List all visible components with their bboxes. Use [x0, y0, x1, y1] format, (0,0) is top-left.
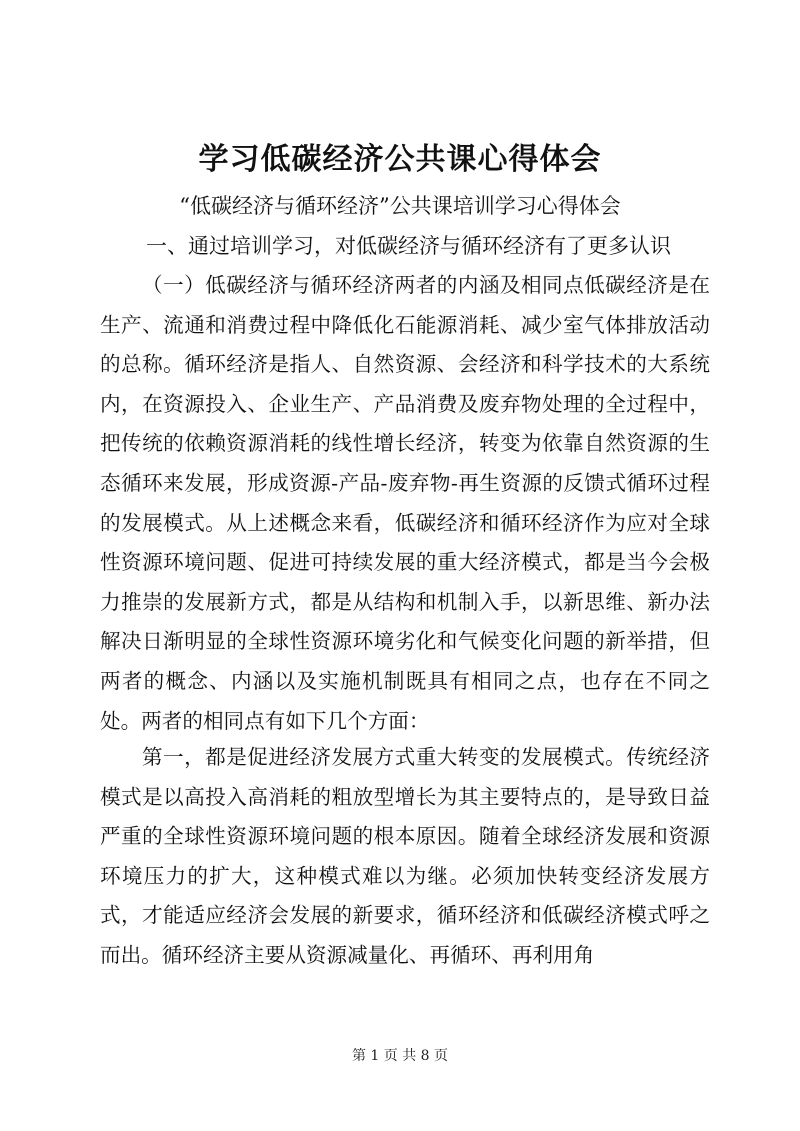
body-paragraph-2: 第一，都是促进经济发展方式重大转变的发展模式。传统经济模式是以高投入高消耗的粗放型增长为其主要特点的，是导致日益严重的全球性资源环境问题的根本原因。随着全球经济发展和资源环境压力的扩大，这种模式难以为继。必须加快转变经济发展方式，才能适应经济会发展的新要求，循环经济和低碳经济模式呼之而出。循环经济主要从资源减量化、再循环、再利用角: [100, 745, 710, 967]
body-paragraph-1: （一）低碳经济与循环经济两者的内涵及相同点低碳经济是在生产、流通和消费过程中降低化石能源消耗、减少室气体排放活动的总称。循环经济是指人、自然资源、会经济和科学技术的大系统内，在资源投入、企业生产、产品消费及废弃物处理的全过程中，把传统的依赖资源消耗的线性增长经济，转变为依靠自然资源的生态循环来发展，形成资源-产品-废弃物-再生资源的反馈式循环过程的发展模式。从上述概念来看，低碳经济和循环经济作为应对全球性资源环境问题、促进可持续发展的重大经济模式，都是当今会极力推崇的发展新方式，都是从结构和机制入手，以新思维、新办法解决日渐明显的全球性资源环境劣化和气候变化问题的新举措，但两者的概念、内涵以及实施机制既具有相同之点，也存在不同之处。两者的相同点有如下几个方面：: [100, 273, 710, 733]
section-heading: 一、通过培训学习，对低碳经济与循环经济有了更多认识: [146, 234, 671, 258]
document-subtitle: “低碳经济与循环经济”公共课培训学习心得体会: [179, 194, 621, 218]
document-title: 学习低碳经济公共课心得体会: [198, 142, 602, 177]
page-footer: 第 1 页 共 8 页: [351, 1048, 449, 1064]
